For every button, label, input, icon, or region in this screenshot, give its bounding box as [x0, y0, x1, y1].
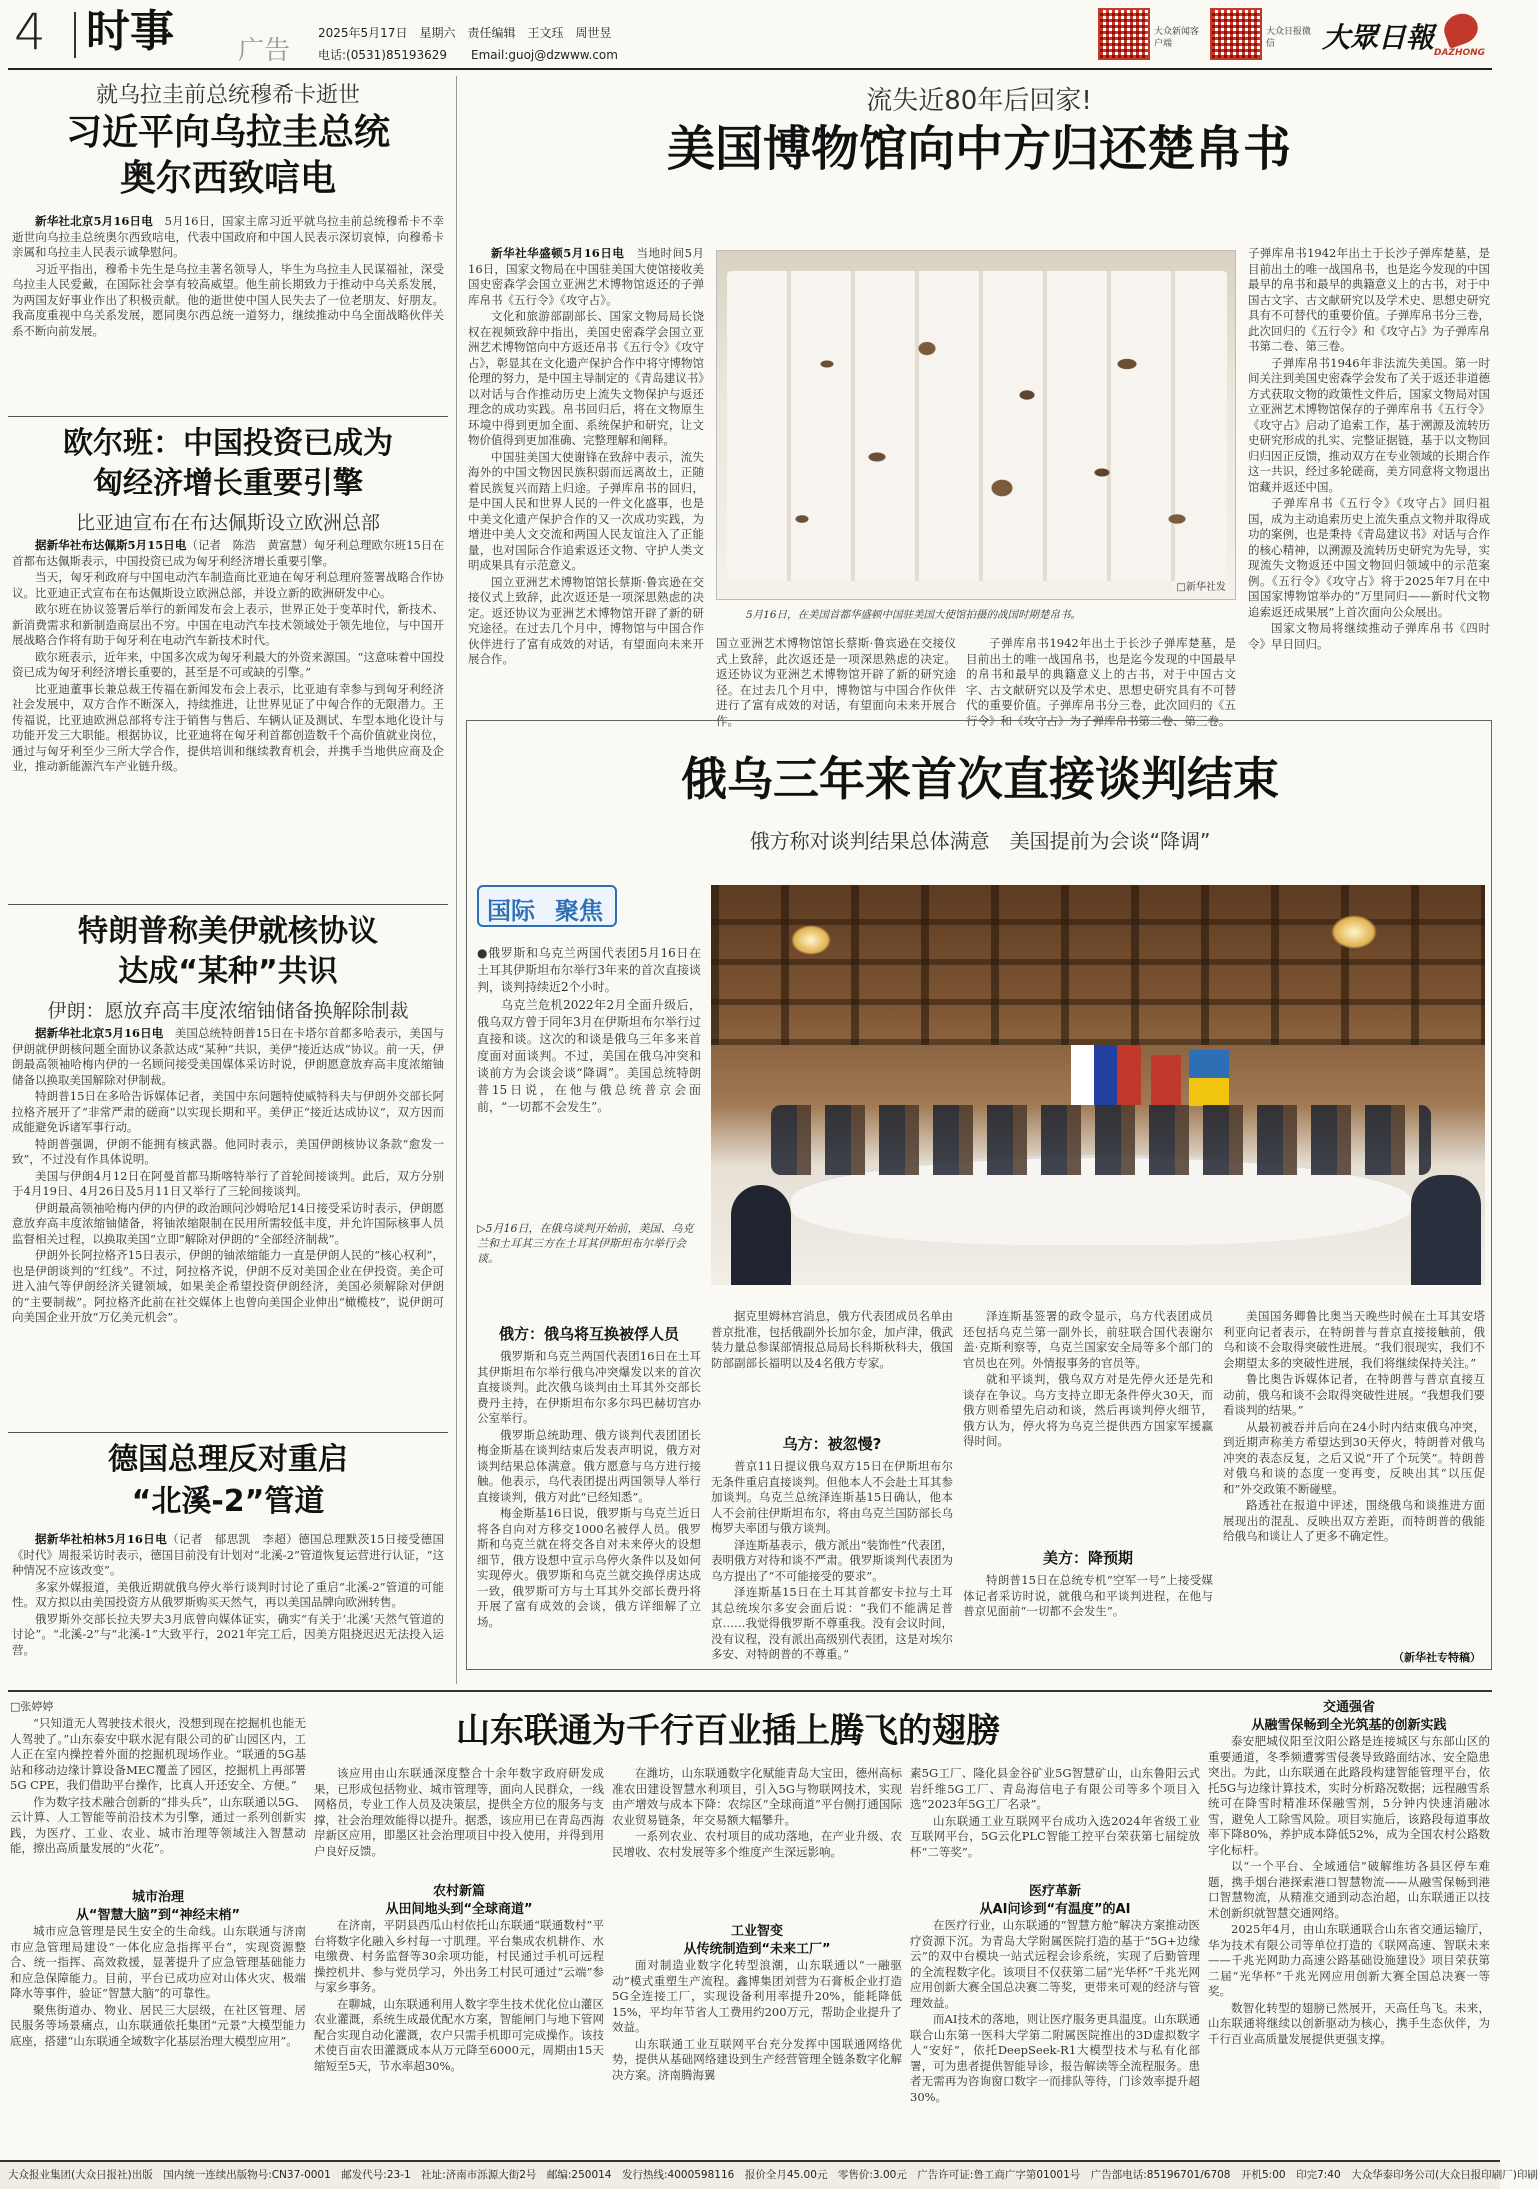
article-body-col-3 [966, 636, 1236, 728]
minihead-medical: 医疗革新 [1028, 1884, 1081, 1899]
article-unicom [8, 1694, 1492, 2156]
article-credit: （新华社专特稿） [1393, 1651, 1481, 1664]
article-body-col-3b [963, 1573, 1213, 1665]
paragraph: 子弹库帛书《五行令》《攻守占》回归祖国，成为主动追索历史上流失重点文物并取得成功的案例，也是秉持《青岛建议书》对话与合作的核心精神，以溯源及流转历史研究为先导，实现流失文物返还中国文物回归领域中的示范案例。《五行令》《攻守占》将于2025年7月在中国国家博物馆举办的“万里同归——新时代文物追索返还成果展”上首次面向公众展出。 [1248, 496, 1490, 619]
date-line: 2025年5月17日 星期六 责任编辑 王文珏 周世昱 [318, 26, 612, 40]
paragraph: 多家外媒报道，美俄近期就俄乌停火举行谈判时讨论了重启“北溪-2”管道的可能性。双方拟以由美国投资方从俄罗斯购买天然气，再以美国品牌向欧洲转售。 [12, 1579, 444, 1609]
minihead-transport-sub: 从融雪保畅到全光筑基的创新实践 [1251, 1718, 1447, 1733]
paragraph: 数智化转型的翅膀已然展开，天高任鸟飞。未来，山东联通将继续以创新驱动为核心，携手生态伙伴，为千行百业高质量发展提供更强支撑。 [1208, 2000, 1490, 2046]
paragraph: 俄罗斯外交部长拉夫罗夫3月底曾向媒体证实，确实“有关于‘北溪’天然气管道的讨论”。“北溪-2”与“北溪-1”大致平行，2021年完工后，因美方阻挠迟迟无法投入运营。 [12, 1611, 444, 1657]
minihead-transport: 交通强省 [1322, 1700, 1375, 1715]
masthead-en: DAZHONG [1434, 48, 1486, 58]
paragraph: 国家文物局将继续推动子弹库帛书《四时令》早日回归。 [1248, 621, 1490, 651]
paragraph: 5月16日，国家主席习近平就乌拉圭前总统穆希卡不幸逝世向乌拉圭总统奥尔西致唁电，代表中国政府和中国人民表示深切哀悼，向穆希卡亲属和乌拉圭人民表示诚挚慰问。 [12, 214, 445, 259]
paragraph: 文化和旅游部副部长、国家文物局局长饶权在视频致辞中指出，美国史密森学会国立亚洲艺术博物馆向中方返还帛书《五行令》《攻守占》，彰显其在文化遗产保护合作中将守博物馆伦理的努力，是中国主导制定的《青岛建议书》以对话与合作推动历史上流失文物保护与返还理念的成功实践。帛书回归后，将在文物原生环境中得到更加全面、系统保护和研究，让文物价值得到更加准确、完整理解和阐释。 [468, 309, 704, 447]
paragraph: 从最初被吞并后向在24小时内结束俄乌冲突，到近期声称美方希望达到30天停火，特朗普对俄乌冲突的表态反复，之后又说“开了个玩笑”。特朗普对俄乌和谈的态度一变再变，反映出其“以压促和”外交政策不断碰壁。 [1223, 1419, 1485, 1496]
paragraph: 美国与伊朗4月12日在阿曼首都马斯喀特举行了首轮间接谈判。此后，双方分别于4月19日、4月26日及5月11日又举行了三轮间接谈判。 [12, 1168, 444, 1198]
paragraph: 特朗普强调，伊朗不能拥有核武器。他同时表示，美国伊朗核协议条款“愈发一致”，不过没有作具体说明。 [12, 1136, 444, 1166]
paragraph: 当天，匈牙利政府与中国电动汽车制造商比亚迪在匈牙利总理府签署战略合作协议。比亚迪正式宣布在布达佩斯设立欧洲总部，并设立新的欧洲研发中心。 [12, 570, 444, 600]
paragraph: 乌克兰危机2022年2月全面升级后，俄乌双方曾于同年3月在伊斯坦布尔举行过直接和谈。这次的和谈是俄乌三年多来首度面对面谈判。不过，美国在俄乌冲突和谈前方为会谈会谈“降调”。美国总统特朗普15日说，在他与俄总统普京会面前，“一切都不会发生”。 [477, 998, 701, 1114]
paragraph: 泽连斯基签署的政令显示，乌方代表团成员还包括乌克兰第一副外长，前驻联合国代表谢尔盖·克斯利察等，乌克兰国家安全局等多个部门的官员也在列。外情报事务的官员等。 [963, 1309, 1213, 1370]
article-body-col-1 [468, 246, 704, 710]
article-trump-iran [8, 908, 448, 1428]
paragraph: 而AI技术的落地，则让医疗服务更具温度。山东联通联合山东第一医科大学第二附属医院推出的3D虚拟数字人“安好”，依托DeepSeek-R1大模型技术与私有化部署，可为患者提供智能导诊，报告解读等全流程服务。患者无需再为咨询窗口数字一而排队等待，门诊效率提升超30%。 [910, 2012, 1200, 2104]
paragraph: 普京11日提议俄乌双方15日在伊斯坦布尔无条件重启直接谈判。但他本人不会赴土耳其参加谈判。乌克兰总统泽连斯基15日确认，他本人不会前往伊斯坦布尔，将由乌克兰国防部长乌梅罗夫率团与俄方谈判。 [711, 1459, 953, 1535]
minihead-industry: 工业智变 [730, 1924, 783, 1939]
minihead-medical-sub: 从AI问诊到“有温度”的AI [979, 1902, 1131, 1917]
headline-line-1: 特朗普称美伊就核协议 [78, 914, 378, 949]
article-body-col-4 [1223, 1309, 1485, 1649]
paragraph: 泽连斯基15日在土耳其首都安卡拉与土耳其总统埃尔多安会面后说：“我们不能满足普京……我觉得俄罗斯不尊重我。没有会议时间，没有议程，没有派出高级别代表团，这是对埃尔多安、对特朗普的不尊重。” [711, 1585, 953, 1661]
subhead: 伊朗：愿放弃高丰度浓缩铀储备换解除制裁 [47, 1000, 409, 1022]
headline-line-2: 匈经济增长重要引擎 [93, 466, 363, 501]
subsection-heading-us: 美方：降预期 [1042, 1549, 1133, 1567]
headline-line-1: 德国总理反对重启 [108, 1442, 348, 1477]
dateline: 据新华社布达佩斯5月15日电 [35, 538, 187, 552]
article-body [12, 1026, 444, 1424]
article-body-col-4b [910, 1918, 1200, 2152]
paragraph: 泽连斯基表示，俄方派出“装饰性”代表团，表明俄方对待和谈不严肃。俄罗斯谈判代表团为乌方提出了“不可能接受的要求”。 [711, 1537, 953, 1583]
column-badge [477, 885, 617, 927]
column-label-2: 聚焦 [555, 897, 603, 925]
paragraph: 路透社在报道中评述，围绕俄乌和谈推进方面展现出的混乱、反映出双方差距，而特朗普的俄能给俄乌和谈让人了更多不确定性。 [1223, 1498, 1485, 1543]
article-body [12, 538, 444, 896]
article-body-col-1b [10, 1924, 306, 2152]
paragraph: 城市应急管理是民生安全的生命线。山东联通与济南市应急管理局建设“一体化应急指挥平台”，实现资源整合、统一指挥、高效救援，显著提升了应急管理基础能力和应急保障能力。目前，平台已成功应对山体火灾、极端降水等事件，验证“智慧大脑”的可靠性。 [10, 1924, 306, 2000]
qr-label-client: 大众新闻客户端 [1154, 27, 1200, 49]
page-header [0, 0, 1500, 70]
paragraph: 山东联通工业互联网平台成功入选2024年省级工业互联网平台，5G云化PLC智能工控平台荣获第七届绽放杯“二等奖”。 [910, 1813, 1200, 1859]
article-body-col-4 [1248, 246, 1490, 710]
article-body-col-2b [314, 1918, 604, 2152]
byline: （记者 郁思凯 李超） [167, 1532, 299, 1546]
paragraph: 美国国务卿鲁比奥当天晚些时候在土耳其安塔利亚向记者表示，在特朗普与普京直接接触前，俄乌和谈不会取得突破性进展。“我们很现实，我们不会期望太多的突破性进展，我们将继续保持关注。” [1223, 1309, 1485, 1370]
photo-caption: ▷5月16日，在俄乌谈判开始前，美国、乌克兰和土耳其三方在土耳其伊斯坦布尔举行会谈。 [477, 1222, 694, 1265]
article-orban [8, 420, 448, 900]
article-uruguay [8, 74, 448, 414]
paragraph: 面对制造业数字化转型浪潮，山东联通以“一融驱动”模式重塑生产流程。鑫博集团刘营为石膏板企业打造5G全连接工厂，实现设备利用率提升20%，能耗降低15%，平均年节省人工费用约200万元，帮助企业提升了效益。 [612, 1958, 902, 2034]
paragraph: 中国驻美国大使谢锋在致辞中表示，流失海外的中国文物因民族积弱而远离故土，正随着民族复兴而踏上归途。子弹库帛书的回归，是中国人民和世界人民的一件文化盛事，也是中美文化遗产保护合作的又一次成功实践，为增进中美人文交流和两国人民友谊注入了正能量，也对国际合作追索返还文物、守护人类文明成果具有示范意义。 [468, 449, 704, 572]
headline-line-2: 奥尔西致唁电 [119, 158, 336, 199]
paragraph: 以“一个平台、全域通信”破解维坊各县区停车难题，携手烟台港探索港口智慧物流——从融雪保畅到港口智慧物流，从精准交通到动态治超，山东联通正以技术创新织就智慧交通网络。 [1208, 1859, 1490, 1920]
article-chu-silk [466, 74, 1492, 728]
paragraph: 据克里姆林宫消息，俄方代表团成员名单由普京批准，包括俄副外长加尔金，加卢津，俄武装力量总参谋部情报总局局长科斯秋科夫，俄国防部副部长福明以及4名俄方专家。 [711, 1309, 953, 1370]
paragraph: 俄罗斯总统助理、俄方谈判代表团团长梅金斯基在谈判结束后发表声明说，俄方对谈判结果总体满意。俄方愿意与乌方进行接触。他表示，乌代表团提出两国领导人举行直接谈判，俄方对此“已经知悉”。 [477, 1427, 701, 1504]
intro-text [477, 945, 701, 1241]
paragraph: 伊朗最高领袖哈梅内伊的内伊的政治顾问沙姆哈尼14日接受采访时表示，伊朗愿意放弃高丰度浓缩铀储备，将铀浓缩限制在民用所需较低丰度，并允许国际核事人员监督相关过程，以换取美国“立即”解除对伊朗的“全部经济制裁”。 [12, 1200, 444, 1246]
paragraph: 特朗普15日在总统专机“空军一号”上接受媒体记者采访时说，就俄乌和平谈判进程，在他与普京见面前“一切都不会发生”。 [963, 1573, 1213, 1618]
paragraph: 梅金斯基16日说，俄罗斯与乌克兰近日将各自向对方移交1000名被俘人员。俄罗斯和乌克兰就在将交各自对未来停火的设想细节，俄方设想中宣示乌停火条件以及如何实现停火。俄罗斯和乌克兰就交换俘虏达成一致，俄罗斯可方与土耳其外交部长费丹将开展了富有成效的会谈，俄方详细解了立场。 [477, 1506, 701, 1629]
paragraph: 习近平指出，穆希卡先生是乌拉圭著名领导人，毕生为乌拉圭人民谋福祉，深受乌拉圭人民爱戴，在国际社会享有较高威望。他生前长期致力于推动中乌关系发展，为两国友好事业作出了积极贡献。他的逝世使中国人民失去了一位老朋友、好朋友。我高度重视中乌关系发展，愿同奥尔西总统一道努力，继续推动中乌全面战略伙伴关系不断向前发展。 [12, 261, 444, 338]
qr-code-wechat-icon [1210, 8, 1262, 60]
paragraph: 一系列农业、农村项目的成功落地，在产业升级、农民增收、农村发展等多个维度产生深远影响。 [612, 1829, 902, 1859]
paragraph: 就和平谈判，俄乌双方对是先停火还是先和谈存在争议。乌方支持立即无条件停火30天，而俄方则希望先启动和谈，然后再谈判停火细节，俄方认为，停火将为乌克兰提供西方国家军援赢得时间。 [963, 1372, 1213, 1448]
photo-caption: 5月16日，在美国首都华盛顿中国驻美国大使馆拍摄的战国时期楚帛书。 [746, 609, 1082, 621]
minihead-industry-sub: 从传统制造到“未来工厂” [683, 1942, 831, 1957]
masthead-flame-icon [1440, 9, 1482, 49]
headline-line-2: “北溪-2”管道 [131, 1484, 325, 1519]
paragraph: ●俄罗斯和乌克兰两国代表团5月16日在土耳其伊斯坦布尔举行3年来的首次直接谈判，谈判持续近2个小时。 [477, 946, 701, 994]
byline: （记者 陈浩 黄富慧） [186, 538, 314, 552]
paragraph: 2025年4月，由山东联通联合山东省交通运输厅，华为技术有限公司等单位打造的《联网高速、智联未来——千兆光网助力高速公路基础设施建设》项目荣获第二届“光华杯”千兆光网应用创新大赛全国总决赛一等奖。 [1208, 1922, 1490, 1998]
minihead-city: 城市治理 [131, 1890, 184, 1905]
paragraph: 国立亚洲艺术博物馆馆长蔡斯·鲁宾逊在交接仪式上致辞，此次返还是一项深思熟虑的决定。返还协议为亚洲艺术博物馆开辟了新的研究途径。在过去几个月中，博物馆与中国合作伙伴进行了富有成效的对话，有望面向未来开展合作。 [468, 574, 704, 666]
dateline: 据新华社柏林5月16日电 [35, 1532, 168, 1546]
article-body [12, 1532, 444, 1680]
subsection-heading-ukraine: 乌方：被忽慢? [782, 1435, 882, 1453]
paragraph: 素5G工厂、隆化县金谷矿业5G智慧矿山，山东鲁阳云式岩纤维5G工厂、青岛海信电子有限公司等多个项目入选“2023年5G工厂名录”。 [910, 1766, 1200, 1811]
paragraph: 子弹库帛书1946年非法流失美国。第一时间关注到美国史密森学会发布了关于返还非道德方式获取文物的政策性文件后，国家文物局对国立亚洲艺术博物馆保存的子弹库帛书《五行令》《攻守占》启动了追索工作，基于溯源及流转历史研究形成的扎实、完整证据链，基于以文物回归归因正反馈，推动双方在专业领域的长期合作这一共识，经过多轮磋商，美方同意将文物退出馆藏并返还中国。 [1248, 355, 1490, 494]
dateline: 新华社华盛顿5月16日电 [491, 246, 625, 260]
minihead-village-sub: 从田间地头到“全球商道” [385, 1902, 533, 1917]
article-body-col-2 [716, 636, 956, 728]
paragraph: 子弹库帛书1942年出土于长沙子弹库楚墓，是目前出土的唯一战国帛书，也是迄今发现的中国最早的帛书和最早的典籍意义上的古书，对于中国古文字、古文献研究以及学术史、思想史研究具有不可替代的重要价值。子弹库帛书分三卷，此次回归的《五行令》和《攻守占》为子弹库帛书第二卷、第三卷。 [966, 636, 1236, 728]
headline: 俄乌三年来首次直接谈判结束 [681, 752, 1279, 806]
paragraph: 特朗普15日在多哈告诉媒体记者，美国中东问题特使威特科夫与伊朗外交部长阿拉格齐展开了“非常严肃的磋商”以实现长期和平。美伊正“接近达成协议”，双方因而成能避免诉诸军事行动。 [12, 1089, 444, 1134]
qr-code-client-icon [1098, 8, 1150, 60]
paragraph: 比亚迪董事长兼总裁王传福在新闻发布会上表示，比亚迪有幸参与到匈牙利经济社会发展中，双方合作不断深入，持续推进，让世界见证了中匈合作的无限潜力。王传福说，比亚迪欧洲总部将专注于销售与售后、车辆认证及测试、车型本地化设计与功能开发三大职能。根据协议，比亚迪将在匈牙利首都创造数千个高价值就业岗位，通过与匈牙利至少三所大学合作，提供培训和继续教育机会，并携手当地供应商及企业，推动新能源汽车产业链升级。 [12, 681, 444, 773]
paragraph: 匈牙利总理欧尔班15日在首都布达佩斯表示，中国投资已成为匈牙利经济增长重要引擎。 [12, 538, 444, 568]
minihead-village: 农村新篇 [432, 1884, 485, 1899]
subsection-heading-russia: 俄方：俄乌将互换被俘人员 [498, 1325, 679, 1343]
paragraph: 鲁比奥告诉媒体记者，在特朗普与普京直接互动前，俄乌和谈不会取得突破性进展。“我想我们要看谈判的结果。” [1223, 1372, 1485, 1417]
article-body-col-3b [612, 1958, 902, 2152]
article-body-col-2b [711, 1459, 953, 1665]
paragraph: 泰安肥城仪阳至汶阳公路是连接城区与东部山区的重要通道，冬季频遭雾雪侵袭导致路面结冰、安全隐患突出。为此，山东联通在此路段构建智能管理平台，依托5G与边缘计算技术，实时分析路况数据；远程融雪系统可在降雪时精准环保融雪剂，5分钟内快速消融冰雪，避免人工除雪风险。项目实施后，该路段每道事故率下降80%，养护成本降低52%，成为全国农村公路数字化标杆。 [1208, 1734, 1490, 1857]
article-body-col-3 [612, 1766, 902, 1916]
paragraph: 在医疗行业，山东联通的“智慧方舱”解决方案推动医疗资源下沉。为青岛大学附属医院打造的基于“5G+边缘云”的双中台模块一站式远程会诊系统，实现了后勤管理的全流程数字化。该项目不仅获第二届“光华杯”千兆光网应用创新大赛全国总决赛二等奖，更带来可观的经济与管理效益。 [910, 1918, 1200, 2010]
contact-line: 电话:(0531)85193629 Email:guoj@dzwww.com [318, 48, 618, 62]
qr-label-wechat: 大众日报微信 [1266, 27, 1312, 49]
paragraph: 欧尔班表示，近年来，中国多次成为匈牙利最大的外资来源国。“这意味着中国投资已成为匈牙利经济增长重要的，甚至是不可或缺的引擎。” [12, 649, 444, 679]
page-number: 4 [14, 3, 46, 61]
article-body-col-5 [1208, 1734, 1490, 2152]
negotiation-photo [711, 885, 1485, 1285]
paragraph: 山东联通工业互联网平台充分发挥中国联通网络优势，提供从基础网络建设到生产经营管理全链条数字化解决方案。济南腾海翼 [612, 2036, 902, 2082]
paragraph: 作为数字技术融合创新的“排头兵”，山东联通以5G、云计算、人工智能等前沿技术为引擎，通过一系列创新实践，为医疗、工业、农业、城市治理等领域注入智慧动能，擦出高质量发展的“火花”。 [10, 1794, 306, 1855]
headline-line-1: 习近平向乌拉圭总统 [65, 112, 390, 153]
paragraph: 在潍坊，山东联通数字化赋能青岛大宝田，德州高标准农田建设智慧水利项目，引入5G与物联网技术，实现由产增效与成本下降：农综区“全球商道”平台侧打通国际农业贸易链条，年交易额大幅攀升。 [612, 1766, 902, 1827]
paragraph: 俄罗斯和乌克兰两国代表团16日在土耳其伊斯坦布尔举行俄乌冲突爆发以来的首次直接谈判。此次俄乌谈判由土耳其外交部长费丹主持，在伊斯坦布尔多尔玛巴赫切宫办公室举行。 [477, 1349, 701, 1425]
minihead-city-sub: 从“智慧大脑”到“神经末梢” [75, 1908, 241, 1923]
paragraph: 聚焦街道办、物业、居民三大层级，在社区管理、居民服务等场景痛点，山东联通依托集团“元景”大模型能力底座，搭建“山东联通全域数字化基层治理大模型应用”。 [10, 2002, 306, 2048]
paragraph: 美国总统特朗普15日在卡塔尔首都多哈表示，美国与伊朗就伊朗核问题全面协议条款达成“某种”共识，美伊“接近达成”协议。前一天，伊朗最高领袖哈梅内伊的一名顾问接受美国媒体采访时说，伊朗愿意放弃高丰度浓缩铀储备以换取美国解除对伊制裁。 [12, 1026, 444, 1087]
article-body-col-2 [314, 1766, 604, 1878]
paragraph: 当地时间5月16日，国家文物局在中国驻美国大使馆接收美国史密森学会国立亚洲艺术博物馆返还的子弹库帛书《五行令》《攻守占》。 [468, 246, 704, 307]
paragraph: “只知道无人驾驶技术很火，没想到现在挖掘机也能无人驾驶了。”山东泰安中联水泥有限公司的矿山园区内，工人正在室内操控着外面的挖掘机现场作业。“联通的5G基站和移动边缘计算设备MEC覆盖了园区，挖掘机上再部署5G CPE，我们借助平台操作，比真人开还安全、方便。” [10, 1716, 306, 1792]
paragraph: 欧尔班在协议签署后举行的新闻发布会上表示，世界正处于变革时代，新技术、新消费需求和新制造商层出不穷。中国在电动汽车技术领域处于领先地位，与中国开展战略合作将有助于匈牙利在电动汽车新技术时代。 [12, 602, 444, 647]
kicker: 流失近80年后回家! [866, 86, 1092, 116]
headline-line-2: 达成“某种”共识 [118, 954, 338, 989]
masthead-logo: 大眾日報 [1322, 21, 1435, 54]
silk-manuscript-photo [716, 250, 1236, 600]
article-body-col-2 [711, 1309, 953, 1429]
article-germany [8, 1436, 448, 1684]
article-russia-ukraine [466, 720, 1492, 1670]
headline: 美国博物馆向中方归还楚帛书 [666, 121, 1291, 177]
paragraph: 该应用由山东联通深度整合十余年数字政府研发成果，已形成包括物业、城市管理等，面向人民群众，一线网格员，专业工作人员及决策层，提供全方位的服务与支撑，社会治理效能得以提升。据悉，该应用已在青岛西海岸新区应用，即墨区社会治理项目中投入使用，并得到用户良好反馈。 [314, 1766, 604, 1858]
article-body-col-4 [910, 1766, 1200, 1878]
ad-label: 广告 [238, 36, 291, 66]
column-label-1: 国际 [487, 897, 535, 925]
article-body-col-3 [963, 1309, 1213, 1541]
author: □张婷婷 [10, 1700, 54, 1713]
kicker: 就乌拉圭前总统穆希卡逝世 [95, 83, 360, 108]
paragraph: 在济南，平阴县西瓜山村依托山东联通“联通数村”平台将数字化融入乡村每一寸肌理。平台集成农机耕作、水电缴费、村务监督等30余项功能，村民通过手机可远程操控机井、参与党员学习，外出务工村民可通过“云端”参与家乡事务。 [314, 1918, 604, 1994]
subhead: 俄方称对谈判结果总体满意 美国提前为会谈“降调” [749, 829, 1211, 853]
dateline: 新华社北京5月16日电 [35, 214, 153, 228]
paragraph: 德国总理默茨15日接受德国《时代》周报采访时表示，德国目前没有计划对“北溪-2”管道恢复运营进行认证，“这种情况不应该改变”。 [12, 1532, 444, 1577]
paragraph: 子弹库帛书1942年出土于长沙子弹库楚墓，是目前出土的唯一战国帛书，也是迄今发现的中国最早的帛书和最早的典籍意义上的古书，对于中国古文字、古文献研究以及学术史、思想史研究具有不可替代的重要价值。子弹库帛书分三卷，此次回归的《五行令》和《攻守占》为子弹库帛书第二卷、第三卷。 [1248, 246, 1490, 353]
subhead: 比亚迪宣布在布达佩斯设立欧洲总部 [75, 512, 380, 534]
paragraph: 伊朗外长阿拉格齐15日表示，伊朗的铀浓缩能力一直是伊朗人民的“核心权利”，也是伊朗谈判的“红线”。不过，阿拉格齐说，伊朗不反对美国企业在伊投资。美企可进入油气等伊朗经济关键领域，如果美企希望投资伊朗经济，美国必须解除对伊朗的“主要制裁”。阿拉格齐此前在社交媒体上也曾向美国企业伸出“橄榄枝”，说伊朗可向美国企业开放“万亿美元机会”。 [12, 1248, 444, 1324]
section-title: 时事 [86, 6, 174, 57]
article-body-col-1 [477, 1349, 701, 1665]
photo-credit: □新华社发 [1174, 581, 1229, 595]
headline-line-1: 欧尔班：中国投资已成为 [63, 426, 393, 461]
paragraph: 国立亚洲艺术博物馆馆长蔡斯·鲁宾逊在交接仪式上致辞，此次返还是一项深思熟虑的决定。返还协议为亚洲艺术博物馆开辟了新的研究途径。在过去几个月中，博物馆与中国合作伙伴进行了富有成效的对话，有望面向未来开展合作。 [716, 636, 956, 728]
article-body [12, 214, 444, 410]
footer-imprint: 大众报业集团(大众日报社)出版 国内统一连续出版物号:CN37-0001 邮发代号:23-1 社址:济南市泺源大街2号 邮编:250014 发行热线:4000598116 报价全月45.00元 零售价:3.00元 广告许可证:鲁工商广字第01001号 广告部电话:85196701/6708 开机5:00 印完7:40 大众华泰印务公司(大众日报印刷厂)印刷 [0, 2160, 1500, 2189]
headline: 山东联通为千行百业插上腾飞的翅膀 [456, 1711, 1000, 1751]
dateline: 据新华社北京5月16日电 [35, 1026, 164, 1040]
article-body-col-1 [10, 1716, 306, 1880]
paragraph: 在聊城，山东联通利用人数字孪生技术优化位山灌区农业灌溉，系统生成最优配水方案，智能闸门与地下管网配合实现自动化灌溉，农户只需手机即可完成操作。该技术使百亩农田灌溉成本从万元降至6000元，周期由15天缩短至5天，节水率超30%。 [314, 1996, 604, 2073]
